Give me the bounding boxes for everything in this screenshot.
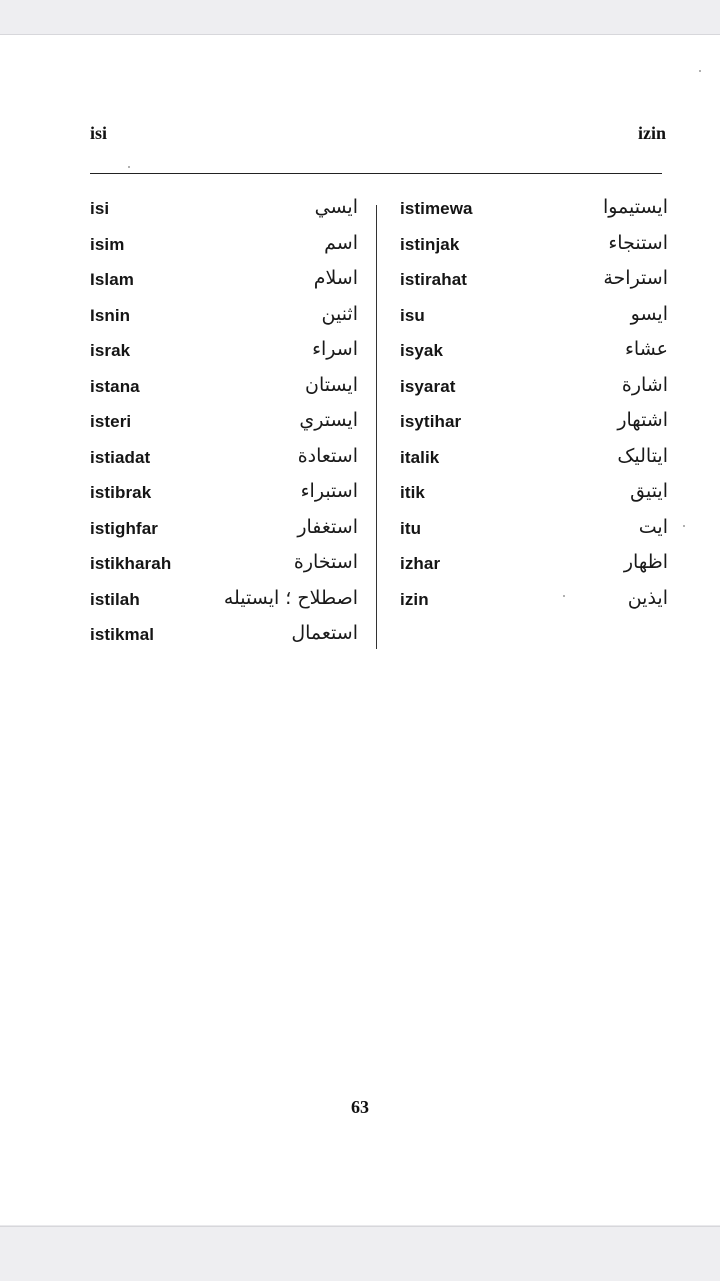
entry-latin-word: izhar bbox=[400, 554, 441, 573]
dictionary-entry bbox=[400, 264, 668, 300]
dictionary-entry bbox=[400, 584, 668, 620]
running-head-left: isi bbox=[90, 123, 108, 143]
dictionary-entry bbox=[400, 335, 668, 371]
entry-jawi-word: استنجاء bbox=[608, 231, 668, 254]
entry-jawi-word: اسم bbox=[324, 231, 358, 254]
dictionary-entry bbox=[400, 442, 668, 478]
entry-latin-word: isu bbox=[400, 305, 425, 325]
entry-latin-word: istimewa bbox=[400, 199, 473, 218]
dictionary-entry bbox=[400, 513, 668, 549]
entry-jawi-word: استراحة bbox=[603, 267, 668, 289]
dictionary-entry bbox=[400, 300, 668, 336]
entry-jawi-word: ايستان bbox=[305, 373, 358, 396]
dictionary-entry bbox=[90, 193, 358, 229]
dictionary-entry bbox=[90, 335, 358, 371]
entry-latin-word: istikharah bbox=[90, 554, 172, 573]
dictionary-entry bbox=[90, 513, 358, 549]
entry-jawi-word: استبراء bbox=[300, 480, 358, 502]
entry-jawi-word: ايتيق bbox=[630, 480, 668, 502]
entry-jawi-word: اسراء bbox=[312, 338, 358, 360]
entry-jawi-word: ايستيموا bbox=[602, 196, 668, 218]
entry-latin-word: isteri bbox=[90, 412, 132, 431]
paper-speck bbox=[128, 166, 130, 168]
entry-latin-word: Isnin bbox=[90, 305, 131, 325]
entry-latin-word: isyarat bbox=[400, 376, 456, 396]
dictionary-entry bbox=[400, 406, 668, 442]
entry-jawi-word: عشاء bbox=[624, 338, 668, 360]
entry-jawi-word: اشارة bbox=[621, 373, 668, 396]
dictionary-entry bbox=[90, 477, 358, 513]
entry-latin-word: israk bbox=[90, 341, 131, 360]
entry-latin-word: isim bbox=[90, 234, 125, 254]
right-column bbox=[400, 193, 668, 619]
entry-jawi-word: استعمال bbox=[291, 622, 358, 644]
dictionary-entry bbox=[90, 584, 358, 620]
header-rule bbox=[90, 173, 662, 174]
entry-latin-word: istikmal bbox=[90, 625, 155, 644]
column-divider bbox=[376, 205, 377, 649]
entry-latin-word: isytihar bbox=[400, 412, 462, 431]
entry-latin-word: istinjak bbox=[400, 234, 460, 254]
left-column bbox=[90, 193, 358, 655]
viewer-top-bar bbox=[0, 0, 720, 35]
entry-jawi-word: استعادة bbox=[297, 444, 358, 467]
dictionary-entry bbox=[90, 548, 358, 584]
entry-latin-word: izin bbox=[400, 589, 429, 609]
entry-latin-word: italik bbox=[400, 447, 440, 467]
entry-jawi-word: اظهار bbox=[623, 551, 668, 573]
dictionary-entry bbox=[400, 548, 668, 584]
entry-jawi-word: اشتهار bbox=[617, 409, 668, 431]
entry-latin-word: isyak bbox=[400, 341, 444, 360]
paper-speck bbox=[563, 595, 565, 597]
dictionary-entry bbox=[400, 371, 668, 407]
entry-jawi-word: استخارة bbox=[293, 551, 358, 573]
entry-latin-word: istana bbox=[90, 376, 140, 396]
entry-latin-word: istiadat bbox=[90, 447, 151, 467]
page-number: 63 bbox=[351, 1097, 369, 1117]
paper-speck bbox=[699, 70, 701, 72]
dictionary-entry bbox=[90, 264, 358, 300]
dictionary-entry bbox=[90, 229, 358, 265]
entry-jawi-word: ايسي bbox=[314, 196, 358, 218]
dictionary-entry bbox=[90, 442, 358, 478]
entry-jawi-word: ايسو bbox=[630, 302, 668, 325]
entry-latin-word: itu bbox=[400, 518, 422, 538]
entry-latin-word: isi bbox=[90, 199, 110, 218]
entry-latin-word: itik bbox=[400, 483, 425, 502]
entry-jawi-word: ايت bbox=[638, 515, 668, 538]
dictionary-entry bbox=[90, 406, 358, 442]
entry-jawi-word: استغفار bbox=[297, 515, 358, 538]
dictionary-entry bbox=[90, 619, 358, 655]
entry-jawi-word: ايتاليک bbox=[617, 444, 668, 467]
dictionary-entry bbox=[90, 300, 358, 336]
entry-latin-word: istilah bbox=[90, 589, 140, 609]
viewer-bottom-bar bbox=[0, 1226, 720, 1281]
entry-jawi-word: ايستري bbox=[299, 409, 358, 431]
dictionary-entry bbox=[400, 193, 668, 229]
entry-latin-word: istighfar bbox=[90, 518, 158, 538]
dictionary-entry bbox=[400, 477, 668, 513]
entry-jawi-word: ايذين bbox=[627, 586, 668, 609]
entry-latin-word: istirahat bbox=[400, 270, 468, 289]
dictionary-page bbox=[0, 35, 720, 1225]
dictionary-entry bbox=[90, 371, 358, 407]
running-head-right: izin bbox=[637, 123, 666, 143]
entry-jawi-word: اثنين bbox=[321, 302, 358, 325]
entry-latin-word: istibrak bbox=[90, 483, 152, 502]
paper-speck bbox=[683, 525, 685, 527]
entry-latin-word: Islam bbox=[90, 270, 134, 289]
entry-jawi-word: اصطلاح ؛ ايستيله bbox=[223, 586, 358, 609]
entry-jawi-word: اسلام bbox=[313, 267, 358, 289]
dictionary-entry bbox=[400, 229, 668, 265]
